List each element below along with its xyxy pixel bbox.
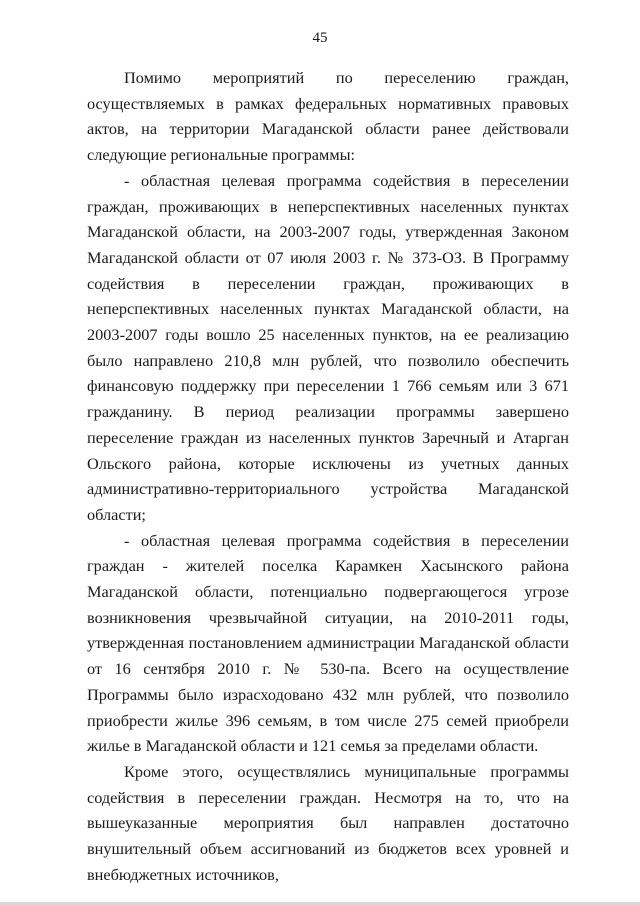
page-number: 45 (312, 30, 328, 46)
paragraph-program-2003-2007: - областная целевая программа содействия в переселении граждан, проживающих в неперспективных населенных пунктах Магаданской области, на 2003-2007 годы, утвержденная Законом Магаданской области от 07 июля 2003 г. № 373-ОЗ. В Программу содействия в переселении граждан, проживающих в неперспективных населенных пунктах Магаданской области, на 2003-2007 годы вошло 25 населенных пунктов, на ее реализацию было направлено 210,8 млн рублей, что позволило обеспечить финансовую поддержку при переселении 1 766 семьям или 3 671 гражданину. В период реализации программы завершено переселение граждан из населенных пунктов Заречный и Атарган Ольского района, которые исключены из учетных данных административно-территориального устройства Магаданской области; (87, 170, 569, 524)
paragraph-municipal-programs: Кроме этого, осуществлялись муниципальные программы содействия в переселении граждан. Несмотря на то, что на вышеуказанные мероприятия был направлен достаточно внушительный объем ассигнований из бюджетов всех уровней и внебюджетных источников, (87, 761, 569, 884)
paragraph-intro: Помимо мероприятий по переселению граждан, осуществляемых в рамках федеральных нормативных правовых актов, на территории Магаданской области ранее действовали следующие региональные программы: (87, 68, 569, 165)
document-body (87, 65, 569, 888)
paragraph-program-karamken: - областная целевая программа содействия в переселении граждан - жителей поселка Карамкен Хасынского района Магаданской области, потенциально подвергающегося угрозе возникновения чрезвычайной ситуации, на 2010-2011 годы, утвержденная постановлением администрации Магаданской области от 16 сентября 2010 г. № 530-па. Всего на осуществление Программы было израсходовано 432 млн рублей, что позволило приобрести жилье 396 семьям, в том числе 275 семей приобрели жилье в Магаданской области и 121 семья за пределами области. (87, 530, 569, 756)
